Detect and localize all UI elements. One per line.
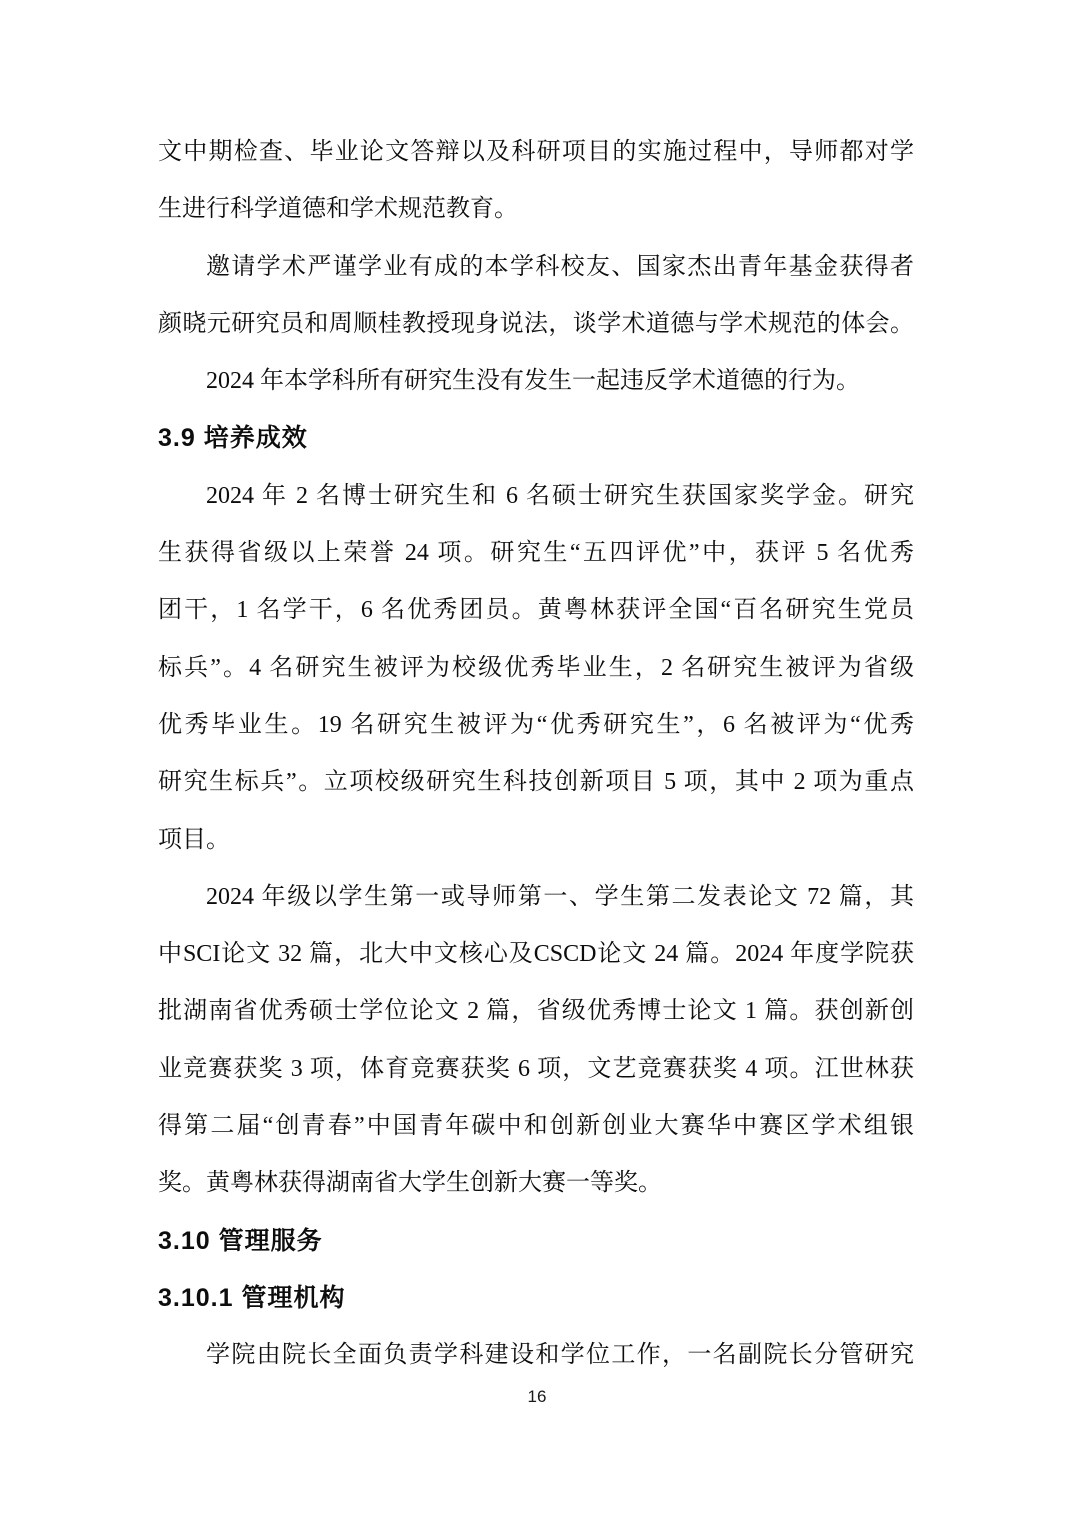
body-text-line: 学院由院长全面负责学科建设和学位工作，一名副院长分管研究 <box>206 1342 914 1369</box>
body-text-line: 标兵”。4 名研究生被评为校级优秀毕业生，2 名研究生被评为省级 <box>158 654 914 681</box>
body-text-line: 优秀毕业生。19 名研究生被评为“优秀研究生”，6 名被评为“优秀 <box>158 711 914 738</box>
body-text-line: 中SCI论文 32 篇，北大中文核心及CSCD论文 24 篇。2024 年度学院获 <box>158 941 914 968</box>
page-body <box>158 124 914 1385</box>
page-number: 16 <box>527 1387 547 1406</box>
body-text-line: 文中期检查、毕业论文答辩以及科研项目的实施过程中，导师都对学 <box>158 139 914 165</box>
body-text-line: 2024 年本学科所有研究生没有发生一起违反学术道德的行为。 <box>206 368 860 395</box>
body-text-line: 项目。 <box>158 826 230 853</box>
body-text-line: 2024 年 2 名博士研究生和 6 名硕士研究生获国家奖学金。研究 <box>206 482 914 509</box>
section-heading-3-9: 3.9 培养成效 <box>158 424 308 453</box>
body-text-line: 研究生标兵”。立项校级研究生科技创新项目 5 项，其中 2 项为重点 <box>158 769 914 796</box>
body-text-line: 业竞赛获奖 3 项，体育竞赛获奖 6 项，文艺竞赛获奖 4 项。江世林获 <box>158 1055 914 1082</box>
section-heading-3-10-1: 3.10.1 管理机构 <box>158 1283 346 1312</box>
body-text-line: 邀请学术严谨学业有成的本学科校友、国家杰出青年基金获得者 <box>206 253 914 280</box>
body-text-line: 颜晓元研究员和周顺桂教授现身说法，谈学术道德与学术规范的体会。 <box>158 310 914 337</box>
body-text-line: 生获得省级以上荣誉 24 项。研究生“五四评优”中，获评 5 名优秀 <box>158 540 914 567</box>
section-heading-3-10: 3.10 管理服务 <box>158 1226 323 1255</box>
body-text-line: 团干，1 名学干，6 名优秀团员。黄粤林获评全国“百名研究生党员 <box>158 597 914 624</box>
body-text-line: 2024 年级以学生第一或导师第一、学生第二发表论文 72 篇，其 <box>206 883 914 910</box>
body-text-line: 得第二届“创青春”中国青年碳中和创新创业大赛华中赛区学术组银 <box>158 1113 914 1140</box>
body-text-line: 生进行科学道德和学术规范教育。 <box>158 196 518 223</box>
body-text-line: 批湖南省优秀硕士学位论文 2 篇，省级优秀博士论文 1 篇。获创新创 <box>158 998 914 1025</box>
body-text-line: 奖。黄粤林获得湖南省大学生创新大赛一等奖。 <box>158 1170 662 1197</box>
